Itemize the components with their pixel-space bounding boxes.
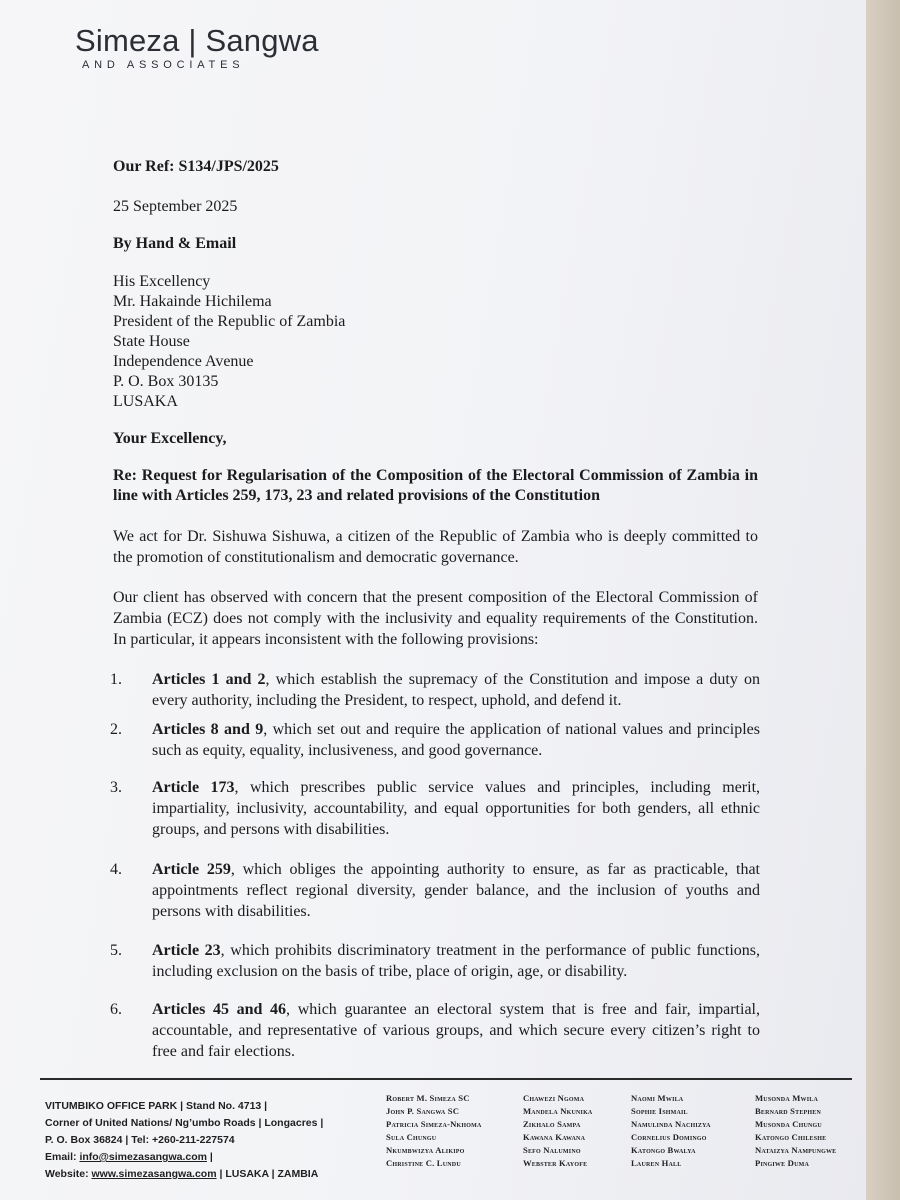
letter-subject: Re: Request for Regularisation of the Composition of the Electoral Commission of Zambia in line with Articles 259, 173, 23 and related provisions of the Constitution: [113, 467, 758, 504]
partner-name: Christine C. Lundu: [386, 1158, 461, 1168]
footer-website-line: [45, 1166, 323, 1183]
email-link[interactable]: info@simezasangwa.com: [79, 1151, 207, 1163]
footer-address: [45, 1098, 323, 1183]
provision-number: 5.: [110, 942, 122, 959]
footer-email-line: [45, 1149, 323, 1166]
partner-name: Bernard Stephen: [755, 1106, 821, 1116]
email-label: Email:: [45, 1151, 80, 1163]
partner-name: Kawana Kawana: [523, 1132, 586, 1142]
provision-title: Articles 1 and 2: [152, 671, 266, 688]
recipient-line: State House: [113, 333, 190, 350]
provision-text: , which prescribes public service values and principles, including merit, impartiality, inclusivity, accountability, and equal opportunities for both genders, all ethnic groups, and persons with disabilities.: [152, 779, 761, 838]
website-label: Website:: [45, 1168, 92, 1180]
provision-title: Articles 8 and 9: [152, 721, 264, 738]
firm-subtitle: AND ASSOCIATES: [82, 59, 245, 71]
recipient-address: [113, 272, 345, 412]
partner-name: Naomi Mwila: [631, 1093, 684, 1103]
provision-text: , which guarantee an electoral system that is free and fair, impartial, accountable, and representative of various groups, and which secure every citizen’s right to free and fair elections.: [152, 1001, 760, 1060]
provision-text: , which set out and require the application of national values and principles such as equity, equality, inclusiveness, and good governance.: [152, 721, 761, 759]
partner-name: Patricia Simeza-Nkhoma: [386, 1119, 482, 1129]
partner-name: Sula Chungu: [386, 1132, 437, 1142]
partner-name: Nkumbwizya Alikipo: [386, 1145, 465, 1155]
partners-column-4: [755, 1092, 836, 1170]
recipient-line: P. O. Box 30135: [113, 373, 219, 390]
email-suffix: |: [206, 1151, 213, 1163]
provision-number: 1.: [110, 671, 122, 688]
letter-date: 25 September 2025: [113, 198, 238, 215]
partner-name: Cornelius Domingo: [631, 1132, 707, 1142]
partner-name: Katongo Bwalya: [631, 1145, 696, 1155]
website-link[interactable]: www.simezasangwa.com: [91, 1168, 217, 1180]
desk-background: [866, 0, 900, 1200]
footer-address-line: P. O. Box 36824 | Tel: +260-211-227574: [45, 1134, 235, 1146]
provision-text: , which prohibits discriminatory treatment in the performance of public functions, including exclusion on the basis of tribe, place of origin, age, or disability.: [152, 942, 760, 980]
body-paragraph-2: Our client has observed with concern that the present composition of the Electoral Commission of Zambia (ECZ) does not comply with the inclusivity and equality requirements of the Constitution. In particular, it appears inconsistent with the following provisions:: [113, 589, 758, 648]
recipient-line: Mr. Hakainde Hichilema: [113, 293, 272, 310]
partner-name: Pingiwe Duma: [755, 1158, 810, 1168]
footer-divider: [40, 1078, 852, 1080]
provision-title: Article 173: [152, 779, 235, 796]
partner-name: Namulinda Nachizya: [631, 1119, 711, 1129]
website-suffix: | LUSAKA | ZAMBIA: [216, 1168, 319, 1180]
partner-name: Zikhalo Sampa: [523, 1119, 581, 1129]
partners-column-3: [631, 1092, 711, 1170]
partner-name: Robert M. Simeza SC: [386, 1093, 470, 1103]
footer-address-line: VITUMBIKO OFFICE PARK | Stand No. 4713 |: [45, 1100, 268, 1112]
firm-logo: [75, 24, 319, 71]
provision-text: , which establish the supremacy of the Constitution and impose a duty on every authority, including the President, to respect, uphold, and defend it.: [152, 671, 761, 709]
provision-number: 4.: [110, 861, 122, 878]
footer-address-line: Corner of United Nations/ Ng’umbo Roads | Longacres |: [45, 1117, 324, 1129]
partner-name: Nataizya Nampungwe: [755, 1145, 837, 1155]
body-paragraph-1: We act for Dr. Sishuwa Sishuwa, a citizen of the Republic of Zambia who is deeply committed to the promotion of constitutionalism and democratic governance.: [113, 528, 758, 566]
delivery-method: By Hand & Email: [113, 235, 237, 252]
salutation: Your Excellency,: [113, 430, 227, 447]
firm-name: Simeza | Sangwa: [75, 23, 319, 58]
partner-name: Musonda Chungu: [755, 1119, 822, 1129]
provision-title: Article 259: [152, 861, 231, 878]
partner-name: Sophie Ishmail: [631, 1106, 688, 1116]
provision-title: Article 23: [152, 942, 221, 959]
provision-number: 3.: [110, 779, 122, 796]
recipient-line: LUSAKA: [113, 393, 178, 410]
provision-number: 2.: [110, 721, 122, 738]
partner-name: Musonda Mwila: [755, 1093, 818, 1103]
provision-title: Articles 45 and 46: [152, 1001, 287, 1018]
recipient-line: President of the Republic of Zambia: [113, 313, 346, 330]
recipient-line: His Excellency: [113, 273, 211, 290]
partner-name: Katongo Chileshe: [755, 1132, 827, 1142]
partners-column-1: [386, 1092, 482, 1170]
partners-column-2: [523, 1092, 592, 1170]
provision-number: 6.: [110, 1001, 122, 1018]
partner-name: Lauren Hall: [631, 1158, 682, 1168]
partner-name: Webster Kayofe: [523, 1158, 588, 1168]
provision-text: , which obliges the appointing authority to ensure, as far as practicable, that appointments reflect regional diversity, gender balance, and the inclusion of youths and persons with disabilities.: [152, 861, 760, 920]
partner-name: Mandela Nkunika: [523, 1106, 593, 1116]
our-reference: Our Ref: S134/JPS/2025: [113, 158, 279, 175]
partner-name: Sefo Nalumino: [523, 1145, 581, 1155]
partner-name: John P. Sangwa SC: [386, 1106, 460, 1116]
recipient-line: Independence Avenue: [113, 353, 254, 370]
partner-name: Chawezi Ngoma: [523, 1093, 585, 1103]
